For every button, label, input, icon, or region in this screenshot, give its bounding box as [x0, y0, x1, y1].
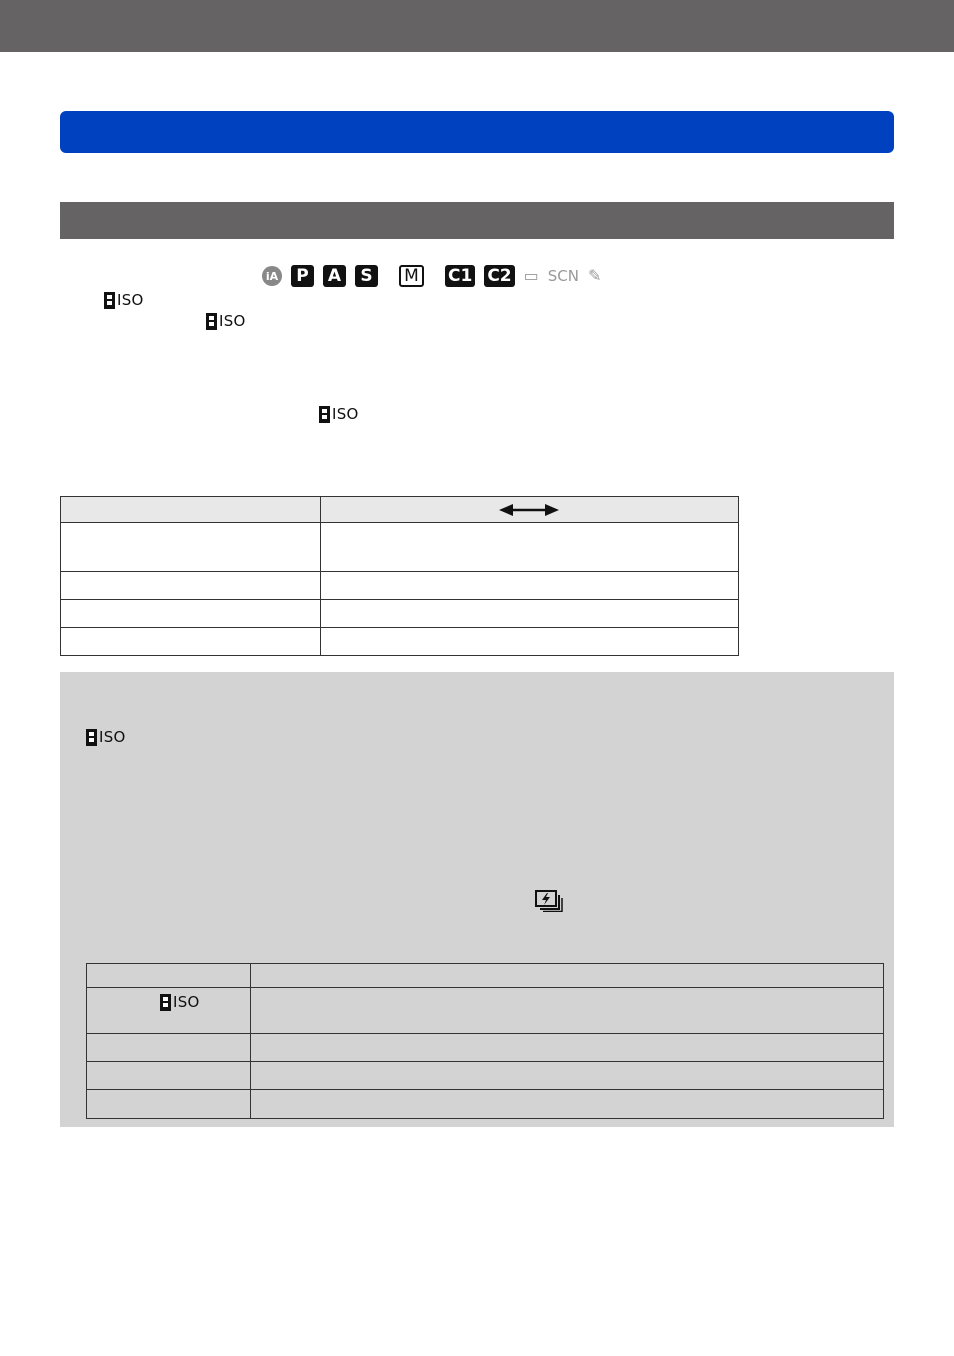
iso-label: ISO	[332, 405, 359, 423]
table-cell	[251, 1090, 884, 1119]
notes-table	[86, 963, 884, 1119]
mode-icon-intelligent-auto: iA	[262, 266, 282, 286]
mode-icon-custom-1: C1	[445, 265, 475, 287]
table-cell	[321, 523, 739, 572]
table-row	[61, 523, 739, 572]
table-row	[61, 628, 739, 656]
iso-label: ISO	[99, 728, 126, 746]
burst-flash-icon	[535, 890, 563, 912]
intelligent-iso-icon	[206, 312, 246, 330]
mode-icon-custom-2: C2	[484, 265, 514, 287]
table-row	[87, 1062, 884, 1090]
table-cell	[251, 1062, 884, 1090]
table-cell	[251, 1034, 884, 1062]
mode-icon-manual: M	[399, 265, 424, 287]
table-cell	[87, 964, 251, 988]
iso-label: ISO	[173, 993, 200, 1011]
table-header-row	[61, 497, 739, 523]
table-cell	[321, 572, 739, 600]
mode-icon-program: P	[291, 265, 314, 287]
table-cell	[321, 628, 739, 656]
table-row	[87, 1034, 884, 1062]
chapter-title-bar	[60, 111, 894, 153]
intelligent-iso-icon	[86, 728, 126, 746]
table-cell	[61, 523, 321, 572]
recording-mode-icons	[262, 263, 610, 289]
table-cell	[61, 628, 321, 656]
table-cell	[61, 572, 321, 600]
table-row	[87, 964, 884, 988]
table-row	[61, 600, 739, 628]
top-header-bar	[0, 0, 954, 52]
section-title-bar	[60, 202, 894, 239]
table-cell	[321, 600, 739, 628]
table-cell	[87, 988, 251, 1034]
intelligent-iso-icon	[319, 405, 359, 423]
table-cell	[251, 988, 884, 1034]
table-cell	[87, 1062, 251, 1090]
mode-icon-panorama: ▭	[523, 266, 539, 285]
settings-table	[60, 496, 739, 656]
mode-icon-shutter: S	[355, 265, 378, 287]
double-arrow-icon	[499, 502, 559, 518]
mode-icon-aperture: A	[323, 265, 346, 287]
iso-label: ISO	[219, 312, 246, 330]
table-cell	[61, 600, 321, 628]
table-row	[61, 572, 739, 600]
iso-label: ISO	[117, 291, 144, 309]
mode-icon-scene: SCN	[547, 266, 579, 285]
table-cell	[87, 1034, 251, 1062]
table-cell	[251, 964, 884, 988]
table-cell	[87, 1090, 251, 1119]
intelligent-iso-icon	[104, 291, 144, 309]
table-row	[87, 988, 884, 1034]
intelligent-iso-icon	[160, 993, 200, 1011]
table-cell	[61, 497, 321, 523]
mode-icon-creative: ✎	[587, 266, 602, 285]
table-row	[87, 1090, 884, 1119]
